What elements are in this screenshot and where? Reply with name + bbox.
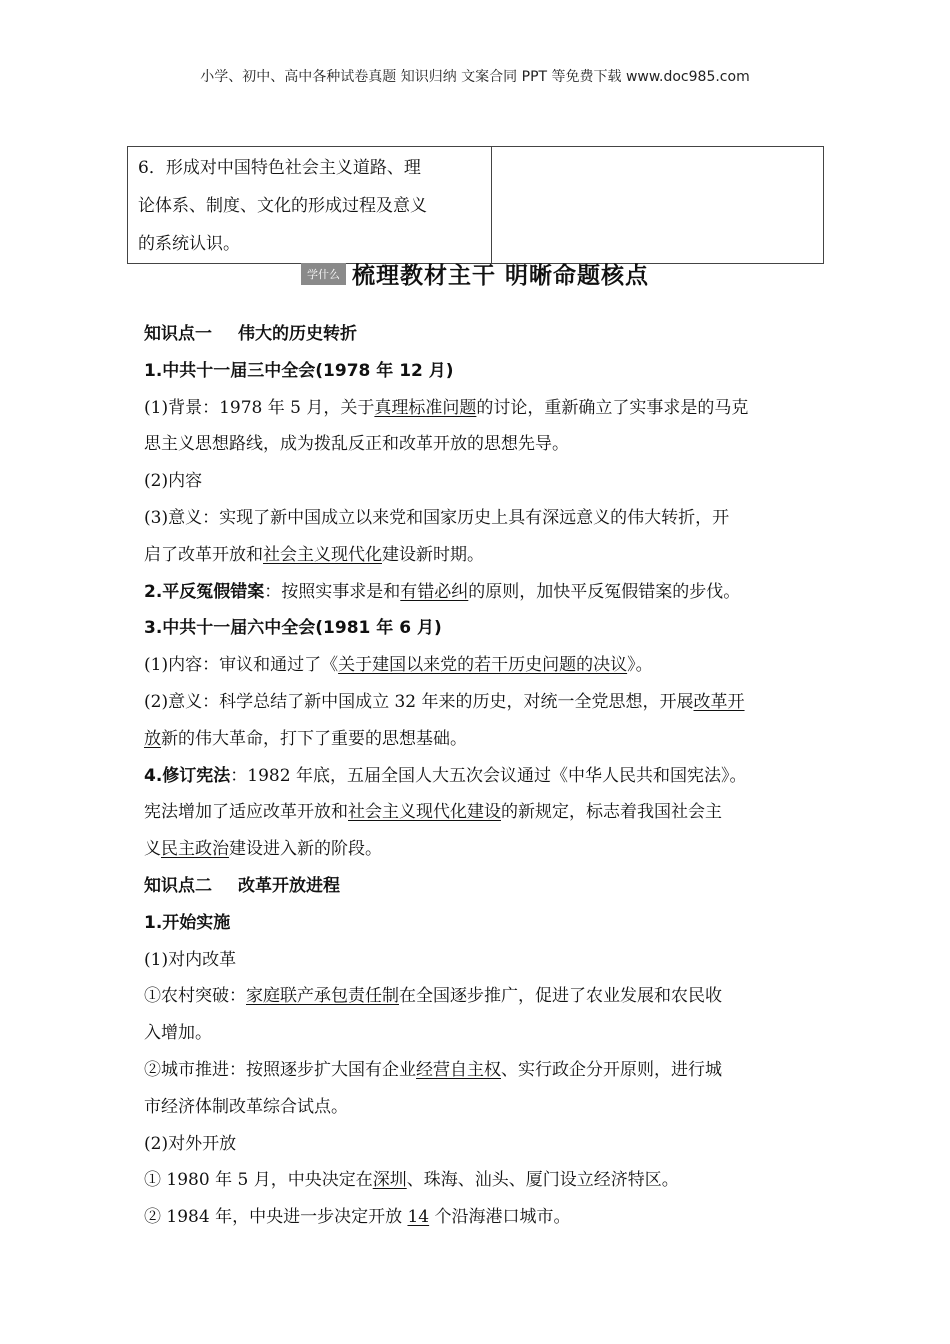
- paragraph-line: 市经济体制改革综合试点。: [144, 1096, 348, 1117]
- paragraph-line: (2)对外开放: [144, 1133, 237, 1154]
- main-content: [144, 316, 822, 1236]
- section-title: [144, 316, 822, 353]
- paragraph-line: 放新的伟大革命，打下了重要的思想基础。: [144, 728, 467, 749]
- banner-badge: 学什么: [301, 263, 346, 285]
- section-name: 改革开放进程: [238, 875, 340, 896]
- section-number: 知识点二: [144, 875, 212, 896]
- key-term: 真理标准问题: [374, 397, 477, 418]
- section-banner: [0, 257, 950, 290]
- key-term: 家庭联产承包责任制: [246, 986, 399, 1007]
- paragraph-line: ②城市推进：按照逐步扩大国有企业经营自主权、实行政企分开原则，进行城: [144, 1059, 722, 1080]
- subheading: 3.中共十一届六中全会(1981 年 6 月): [144, 618, 442, 639]
- paragraph-line: (1)内容：审议和通过了《关于建国以来党的若干历史问题的决议》。: [144, 655, 653, 676]
- paragraph-line: 思主义思想路线，成为拨乱反正和改革开放的思想先导。: [144, 434, 569, 455]
- objective-cell: [128, 147, 492, 264]
- paragraph-line: (3)意义：实现了新中国成立以来党和国家历史上具有深远意义的伟大转折，开: [144, 507, 730, 528]
- subheading: 2.平反冤假错案: [144, 581, 265, 602]
- key-term: 社会主义现代化建设: [348, 802, 501, 823]
- paragraph-line: 4.修订宪法：1982 年底，五届全国人大五次会议通过《中华人民共和国宪法》。: [144, 765, 747, 786]
- empty-cell: [492, 147, 824, 264]
- key-term: 民主政治: [161, 839, 229, 860]
- section-title: [144, 868, 822, 905]
- key-term: 放: [144, 728, 161, 749]
- objectives-table: [127, 146, 824, 264]
- subheading: 1.开始实施: [144, 912, 231, 933]
- section-number: 知识点一: [144, 324, 212, 344]
- paragraph-line: 宪法增加了适应改革开放和社会主义现代化建设的新规定，标志着我国社会主: [144, 802, 722, 823]
- page-header: 小学、初中、高中各种试卷真题 知识归纳 文案合同 PPT 等免费下载 www.doc985.com: [200, 69, 750, 85]
- key-term: 社会主义现代化: [263, 544, 382, 565]
- objective-line: 6．形成对中国特色社会主义道路、理: [138, 158, 421, 178]
- key-term: 经营自主权: [416, 1059, 501, 1080]
- key-term: 深圳: [372, 1170, 407, 1191]
- key-term: 14: [407, 1207, 430, 1228]
- paragraph-line: 入增加。: [144, 1023, 212, 1044]
- banner-title: 梳理教材主干 明晰命题核点: [351, 263, 649, 289]
- paragraph-line: (1)对内改革: [144, 949, 237, 970]
- paragraph-line: ① 1980 年 5 月，中央决定在深圳、珠海、汕头、厦门设立经济特区。: [144, 1170, 679, 1191]
- key-term: 有错必纠: [400, 581, 469, 602]
- paragraph-line: (1)背景：1978 年 5 月，关于真理标准问题的讨论，重新确立了实事求是的马克: [144, 397, 749, 418]
- key-term: 关于建国以来党的若干历史问题的决议: [338, 655, 628, 676]
- subheading: 4.修订宪法: [144, 765, 231, 786]
- paragraph-line: (2)意义：科学总结了新中国成立 32 年来的历史，对统一全党思想，开展改革开: [144, 691, 745, 712]
- subheading: 1.中共十一届三中全会(1978 年 12 月): [144, 360, 454, 381]
- objective-line: 的系统认识。: [138, 234, 240, 254]
- paragraph-line: ② 1984 年，中央进一步决定开放 14 个沿海港口城市。: [144, 1207, 571, 1228]
- paragraph-line: (2)内容: [144, 471, 203, 492]
- paragraph-line: ①农村突破：家庭联产承包责任制在全国逐步推广，促进了农业发展和农民收: [144, 986, 722, 1007]
- paragraph-line: 启了改革开放和社会主义现代化建设新时期。: [144, 544, 484, 565]
- section-name: 伟大的历史转折: [238, 324, 357, 344]
- objective-line: 论体系、制度、文化的形成过程及意义: [138, 196, 427, 216]
- paragraph-line: 2.平反冤假错案：按照实事求是和有错必纠的原则，加快平反冤假错案的步伐。: [144, 581, 741, 602]
- paragraph-line: 义民主政治建设进入新的阶段。: [144, 839, 382, 860]
- key-term: 改革开: [693, 691, 745, 712]
